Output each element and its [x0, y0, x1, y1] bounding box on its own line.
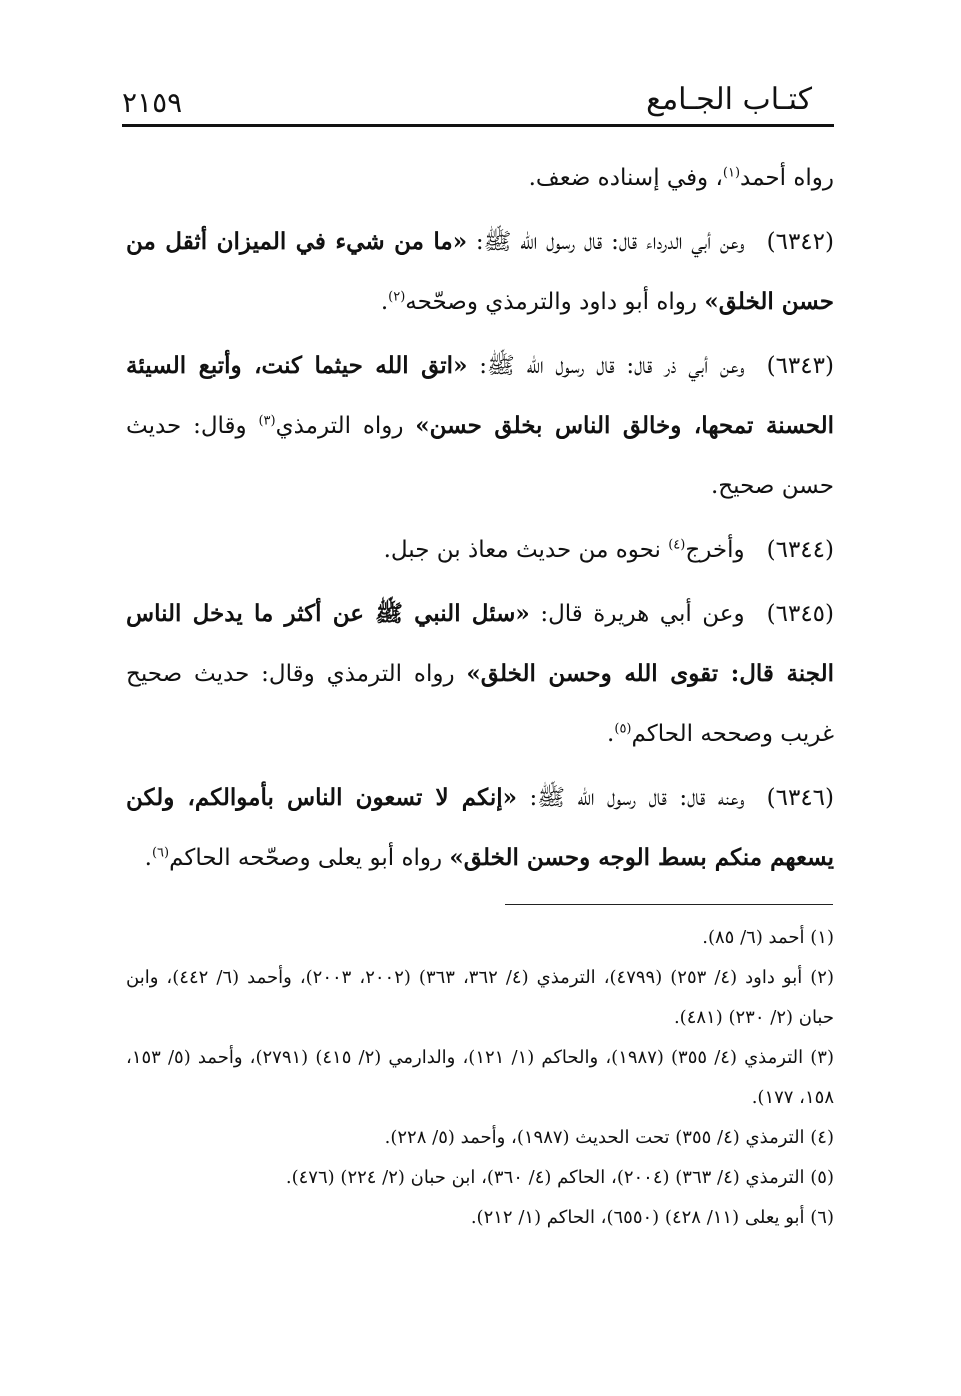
main-text: [126, 148, 834, 892]
footnotes: [126, 918, 834, 1238]
text: رواه أبو داود والترمذي وصحّحه: [405, 289, 705, 315]
text: ، وفي إسناده ضعف.: [528, 165, 723, 191]
footnote-ref: (١): [722, 165, 741, 181]
text: وعن أبي ذر قال: قال رسول الله ﷺ:: [467, 353, 745, 379]
hadith-number: (٦٣٤٥): [766, 601, 835, 627]
footnote-ref: (٣): [258, 413, 276, 429]
footnote-1: (١) أحمد (٦/ ٨٥).: [702, 927, 834, 948]
hadith-number: (٦٣٤٢): [766, 229, 834, 255]
footnote-4: (٤) الترمذي (٤/ ٣٥٥) تحت الحديث (١٩٨٧)، وأحمد (٥/ ٢٢٨).: [384, 1127, 834, 1148]
text: رواه أحمد: [740, 165, 834, 191]
footnote-separator: [505, 904, 833, 905]
header-rule: [122, 124, 834, 127]
hadith-quote: «إنكم لا تسعون الناس بأموالكم، ولكن يسعهم منكم بسط الوجه وحسن الخلق»: [126, 784, 834, 871]
hadith-number: (٦٣٤٦): [766, 785, 835, 811]
footnote-2: (٢) أبو داود (٤/ ٢٥٣) (٤٧٩٩)، الترمذي (٤/ ٣٦٢، ٣٦٣) (٢٠٠٢، ٢٠٠٣)، وأحمد (٦/ ٤٤٢)، وابن حبان (٢/ ٢٣٠) (٤٨١).: [126, 967, 834, 1028]
footnote-ref: (٦): [151, 845, 170, 861]
hadith-number: (٦٣٤٣): [766, 353, 834, 379]
hadith-number: (٦٣٤٤): [766, 537, 834, 563]
text: وعن أبي الدرداء قال: قال رسول الله ﷺ:: [467, 229, 745, 255]
text: رواه الترمذي: [275, 413, 416, 439]
hadith-6343: [126, 336, 834, 516]
hadith-quote: «ما من شيء في الميزان أثقل من حسن الخلق»: [126, 228, 834, 315]
text: وأخرج: [685, 537, 745, 563]
footnote-5: (٥) الترمذي (٤/ ٣٦٣) (٢٠٠٤)، الحاكم (٤/ ٣٦٠)، ابن حبان (٢/ ٢٢٤) (٤٧٦).: [285, 1167, 834, 1188]
text: وقال: حديث حسن صحيح.: [126, 413, 834, 499]
hadith-6342: [126, 212, 834, 332]
text: .: [144, 845, 152, 871]
text: نحوه من حديث معاذ بن جبل.: [383, 537, 669, 563]
hadith-quote: «اتق الله حيثما كنت، وأتبع السيئة الحسنة تمحها، وخالق الناس بخلق حسن»: [126, 352, 834, 439]
chapter-title: كتـاب الجـامع: [646, 82, 812, 117]
text: .: [607, 721, 615, 747]
text: .: [380, 289, 389, 315]
text: وعن أبي هريرة قال:: [529, 601, 745, 627]
page-number: ٢١٥٩: [122, 86, 183, 119]
text: وعنه قال: قال رسول الله ﷺ:: [517, 785, 745, 811]
footnote-ref: (٢): [388, 289, 406, 305]
footnote-ref: (٥): [614, 721, 632, 737]
hadith-6346: [126, 768, 834, 888]
paragraph-1: [126, 148, 834, 208]
hadith-quote: «سئل النبي ﷺ عن أكثر ما يدخل الناس الجنة قال: تقوى الله وحسن الخلق»: [126, 600, 834, 687]
hadith-6345: [126, 584, 834, 764]
hadith-6344: [126, 520, 834, 580]
footnote-6: (٦) أبو يعلى (١١/ ٤٢٨) (٦٥٥٠)، الحاكم (١/ ٢١٢).: [470, 1207, 834, 1228]
text: رواه أبو يعلى وصحّحه الحاكم: [169, 845, 450, 871]
text: رواه الترمذي وقال: حديث صحيح غريب وصححه الحاكم: [126, 661, 834, 747]
page-header: [122, 72, 834, 128]
footnote-3: (٣) الترمذي (٤/ ٣٥٥) (١٩٨٧)، والحاكم (١/ ١٢١)، والدارمي (٢/ ٤١٥) (٢٧٩١)، وأحمد (٥/ ١٥٣، ١٥٨، ١٧٧).: [126, 1047, 834, 1108]
footnote-ref: (٤): [668, 537, 686, 553]
